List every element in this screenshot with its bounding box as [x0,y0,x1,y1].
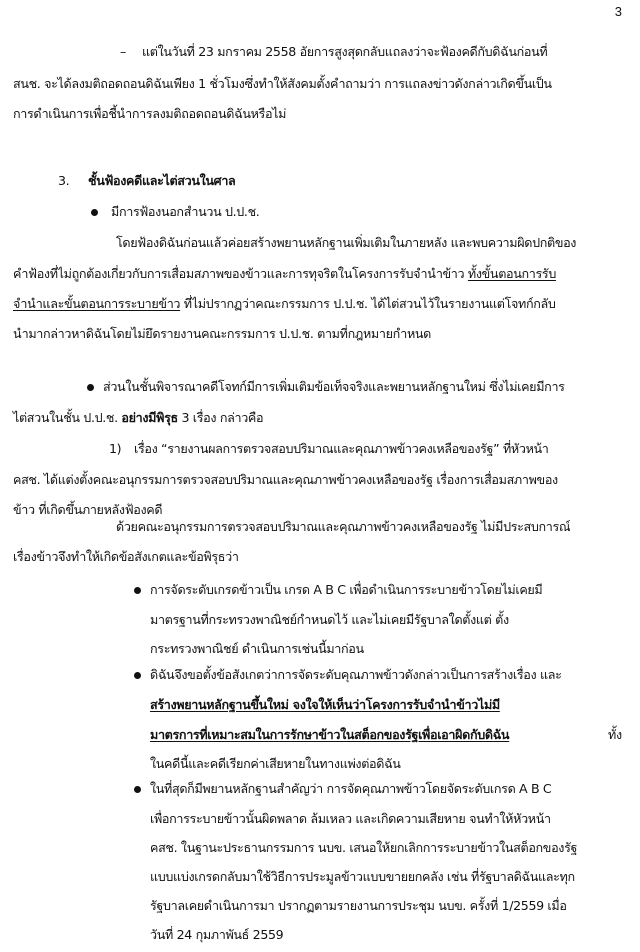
text-line: เรื่อง “รายงานผลการตรวจสอบปริมาณและคุณภาพข้าวคงเหลือของรัฐ” ที่หัวหน้า [134,441,549,456]
text-plain: คำฟ้องที่ไม่ถูกต้องเกี่ยวกับการเสื่อมสภาพของข้าวและการทุจริตในโครงการรับจำนำข้าว [13,266,468,281]
text-line: ส่วนในชั้นพิจารณาคดีโจทก์มีการเพิ่มเติมข้อเท็จจริงและพยานหลักฐานใหม่ ซึ่งไม่เคยมีการ [103,379,565,394]
item-number: 1) [109,441,122,456]
underlined-text: จำนำและขั้นตอนการระบายข้าว [13,296,181,311]
text-line: แต่ในวันที่ 23 มกราคม 2558 อัยการสูงสุดกลับแถลงว่าจะฟ้องคดีกับดิฉันก่อนที่ [142,44,548,59]
page-number: 3 [614,4,622,19]
bullet-icon [134,786,141,793]
text-plain: ที่ไม่ปรากฏว่าคณะกรรมการ ป.ป.ช. ได้ไต่สวนไว้ในรายงานแต่โจทก์กลับ [180,296,556,311]
text-line: คสช. ในฐานะประธานกรรมการ นบข. เสนอให้ยกเลิกการระบายข้าวในสต็อกของรัฐ [150,840,578,855]
text-line: รัฐบาลเคยดำเนินการมา ปรากฏตามรายงานการประชุม นบข. ครั้งที่ 1/2559 เมื่อ [150,898,567,913]
text-line: แบบแบ่งเกรดกลับมาใช้วิธีการประมูลข้าวแบบขายยกคลัง เช่น ที่รัฐบาลดิฉันและทุก [150,869,575,884]
text-line: ในที่สุดก็มีพยานหลักฐานสำคัญว่า การจัดคุณภาพข้าวโดยจัดระดับเกรด A B C [150,781,552,796]
text-line: ข้าว ที่เกิดขึ้นภายหลังฟ้องคดี [13,502,163,517]
text-line: กระทรวงพาณิชย์ ดำเนินการเช่นนี้มาก่อน [150,641,364,656]
bold-text: อย่างมีพิรุธ [121,410,178,425]
text-line: เพื่อการระบายข้าวนั้นผิดพลาด ล้มเหลว และเกิดความเสียหาย จนทำให้หัวหน้า [150,811,551,826]
text-line [13,295,556,313]
text-line: ด้วยคณะอนุกรรมการตรวจสอบปริมาณและคุณภาพข้าวคงเหลือของรัฐ ไม่มีประสบการณ์ [116,519,571,534]
bullet-icon [91,209,98,216]
text-line: สนช. จะได้ลงมติถอดถอนดิฉันเพียง 1 ชั่วโมงซึ่งทำให้สังคมตั้งคำถามว่า การแถลงข่าวดังกล่าวเกิดขึ้นเป็น [13,76,552,91]
bold-underlined-text: สร้างพยานหลักฐานขึ้นใหม่ จงใจให้เห็นว่าโครงการรับจำนำข้าวไม่มี [150,697,500,712]
bullet-icon [87,384,94,391]
bullet-icon [134,672,141,679]
text-line: วันที่ 24 กุมภาพันธ์ 2559 [150,927,284,942]
bullet-title: มีการฟ้องนอกสำนวน ป.ป.ช. [111,204,260,219]
text-line: ในคดีนี้และคดีเรียกค่าเสียหายในทางแพ่งต่อดิฉัน [150,756,401,771]
heading-number: 3. [58,173,70,188]
text-line [13,409,263,427]
text-line: คสช. ได้แต่งตั้งคณะอนุกรรมการตรวจสอบปริมาณและคุณภาพข้าวคงเหลือของรัฐ เรื่องการเสื่อมสภาพของ [13,472,558,487]
dash-marker: – [120,44,126,59]
text-line: เรื่องข้าวจึงทำให้เกิดข้อสังเกตและข้อพิรุธว่า [13,549,239,564]
text-line: มาตรฐานที่กระทรวงพาณิชย์กำหนดไว้ และไม่เคยมีรัฐบาลใดตั้งแต่ ตั้ง [150,612,509,627]
bullet-icon [134,587,141,594]
heading-title: ชั้นฟ้องคดีและไต่สวนในศาล [88,173,236,188]
text-plain: ทั้ง [608,727,622,742]
text-line: ดิฉันจึงขอตั้งข้อสังเกตว่าการจัดระดับคุณภาพข้าวดังกล่าวเป็นการสร้างเรื่อง และ [150,667,562,682]
text-plain: ไต่สวนในชั้น ป.ป.ช. [13,410,122,425]
text-line [13,265,556,283]
text-line: การดำเนินการเพื่อชี้นำการลงมติถอดถอนดิฉันหรือไม่ [13,106,287,121]
text-plain: 3 เรื่อง กล่าวคือ [177,410,264,425]
text-line: นำมากล่าวหาดิฉันโดยไม่ยึดรายงานคณะกรรมการ ป.ป.ช. ตามที่กฎหมายกำหนด [13,326,432,341]
text-line: โดยฟ้องดิฉันก่อนแล้วค่อยสร้างพยานหลักฐานเพิ่มเติมในภายหลัง และพบความผิดปกติของ [116,235,577,250]
text-line: การจัดระดับเกรดข้าวเป็น เกรด A B C เพื่อดำเนินการระบายข้าวโดยไม่เคยมี [150,582,543,597]
underlined-text: ทั้งขั้นตอนการรับ [467,266,556,281]
bold-underlined-text: มาตรการที่เหมาะสมในการรักษาข้าวในสต็อกของรัฐเพื่อเอาผิดกับดิฉัน [150,727,510,742]
